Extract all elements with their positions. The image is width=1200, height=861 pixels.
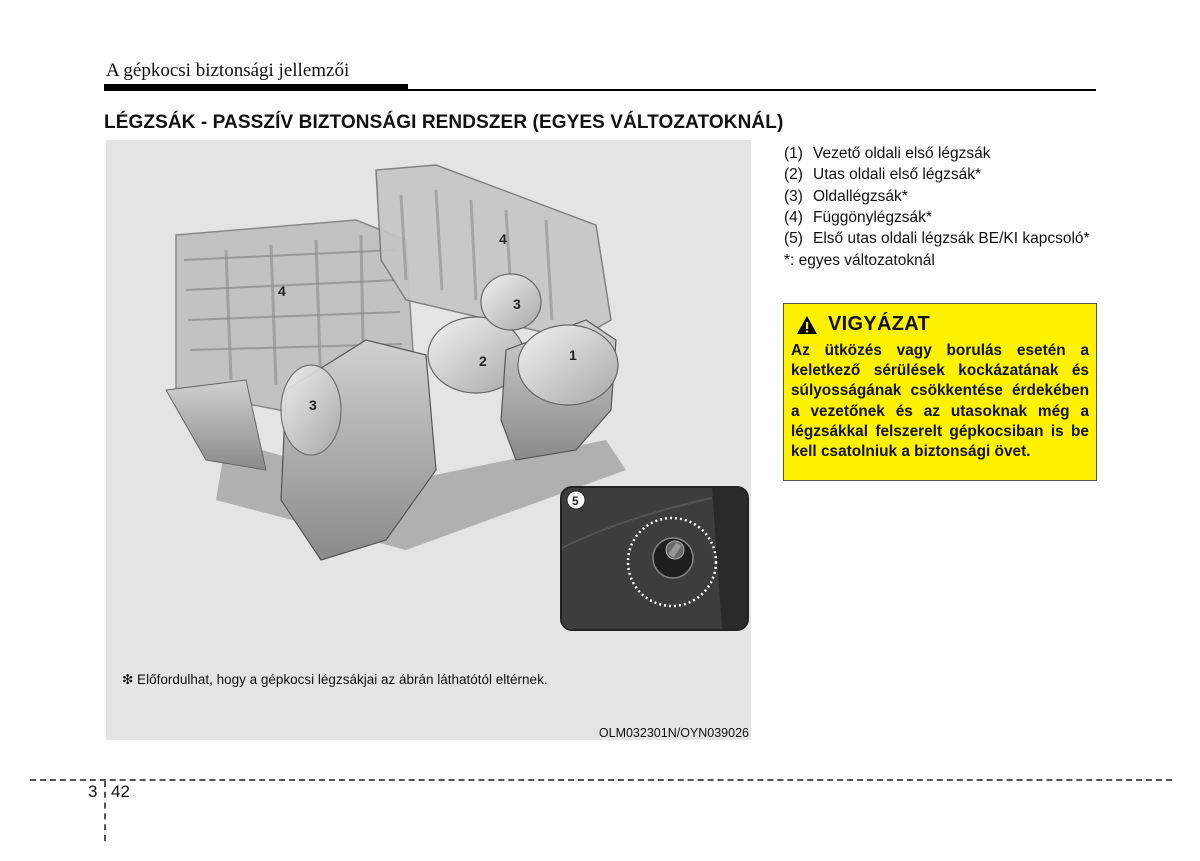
section-heading: LÉGZSÁK - PASSZÍV BIZTONSÁGI RENDSZER (EGYES VÁLTOZATOKNÁL) <box>104 112 784 133</box>
legend-item-number: (2) <box>784 166 803 184</box>
warning-text: Az ütközés vagy borulás esetén a keletkező sérülések kockázatának és súlyosságának csökkentése érdekében a vezetőnek és az utasoknak még a légzsákkal felszerelt gépkocsiban is be kell csatolniuk a biztonsági övet. <box>791 342 1089 461</box>
airbag-switch-illustration <box>562 488 747 629</box>
warning-header <box>796 313 930 336</box>
legend-item <box>784 143 1104 164</box>
page-number: 42 <box>111 782 130 801</box>
legend-footnote: *: egyes változatoknál <box>784 252 935 270</box>
figure-legend <box>784 143 1104 272</box>
callout-3-front: 3 <box>513 296 521 312</box>
legend-item <box>784 186 1104 207</box>
legend-item <box>784 207 1104 228</box>
figure-code: OLM032301N/OYN039026 <box>598 726 749 740</box>
warning-box <box>783 303 1097 481</box>
legend-item-text: Vezető oldali első légzsák <box>813 145 991 162</box>
legend-item-number: (3) <box>784 187 803 205</box>
legend-item <box>784 228 1104 249</box>
airbag-figure <box>106 140 751 740</box>
switch-inset <box>560 486 749 631</box>
chapter-number: 3 <box>88 782 98 801</box>
footer-divider <box>30 779 1172 781</box>
legend-item-text: Függönylégzsák* <box>813 208 932 226</box>
legend-item-text: Első utas oldali légzsák BE/KI kapcsoló* <box>813 230 1090 248</box>
callout-4-rear: 4 <box>278 283 286 299</box>
callout-1: 1 <box>569 347 577 363</box>
callout-2: 2 <box>479 353 487 369</box>
legend-item-text: Utas oldali első légzsák* <box>813 166 982 184</box>
warning-triangle-icon <box>796 315 818 335</box>
legend-item-text: Oldallégzsák* <box>813 187 908 205</box>
figure-note: ❇ Előfordulhat, hogy a gépkocsi légzsákjai az ábrán láthatótól eltérnek. <box>122 672 548 687</box>
callout-5: 5 <box>572 494 579 508</box>
warning-title: VIGYÁZAT <box>828 313 931 335</box>
airbag-illustration <box>106 140 751 740</box>
legend-item <box>784 164 1104 185</box>
header-rule-thin <box>104 89 1096 91</box>
legend-item-number: (4) <box>784 208 803 226</box>
footer-vertical-divider <box>104 781 106 841</box>
callout-4-front: 4 <box>499 231 507 247</box>
legend-item-number: (1) <box>784 145 803 162</box>
legend-item-number: (5) <box>784 230 803 248</box>
header-title: A gépkocsi biztonsági jellemzői <box>106 60 350 81</box>
callout-3-rear: 3 <box>309 397 317 413</box>
